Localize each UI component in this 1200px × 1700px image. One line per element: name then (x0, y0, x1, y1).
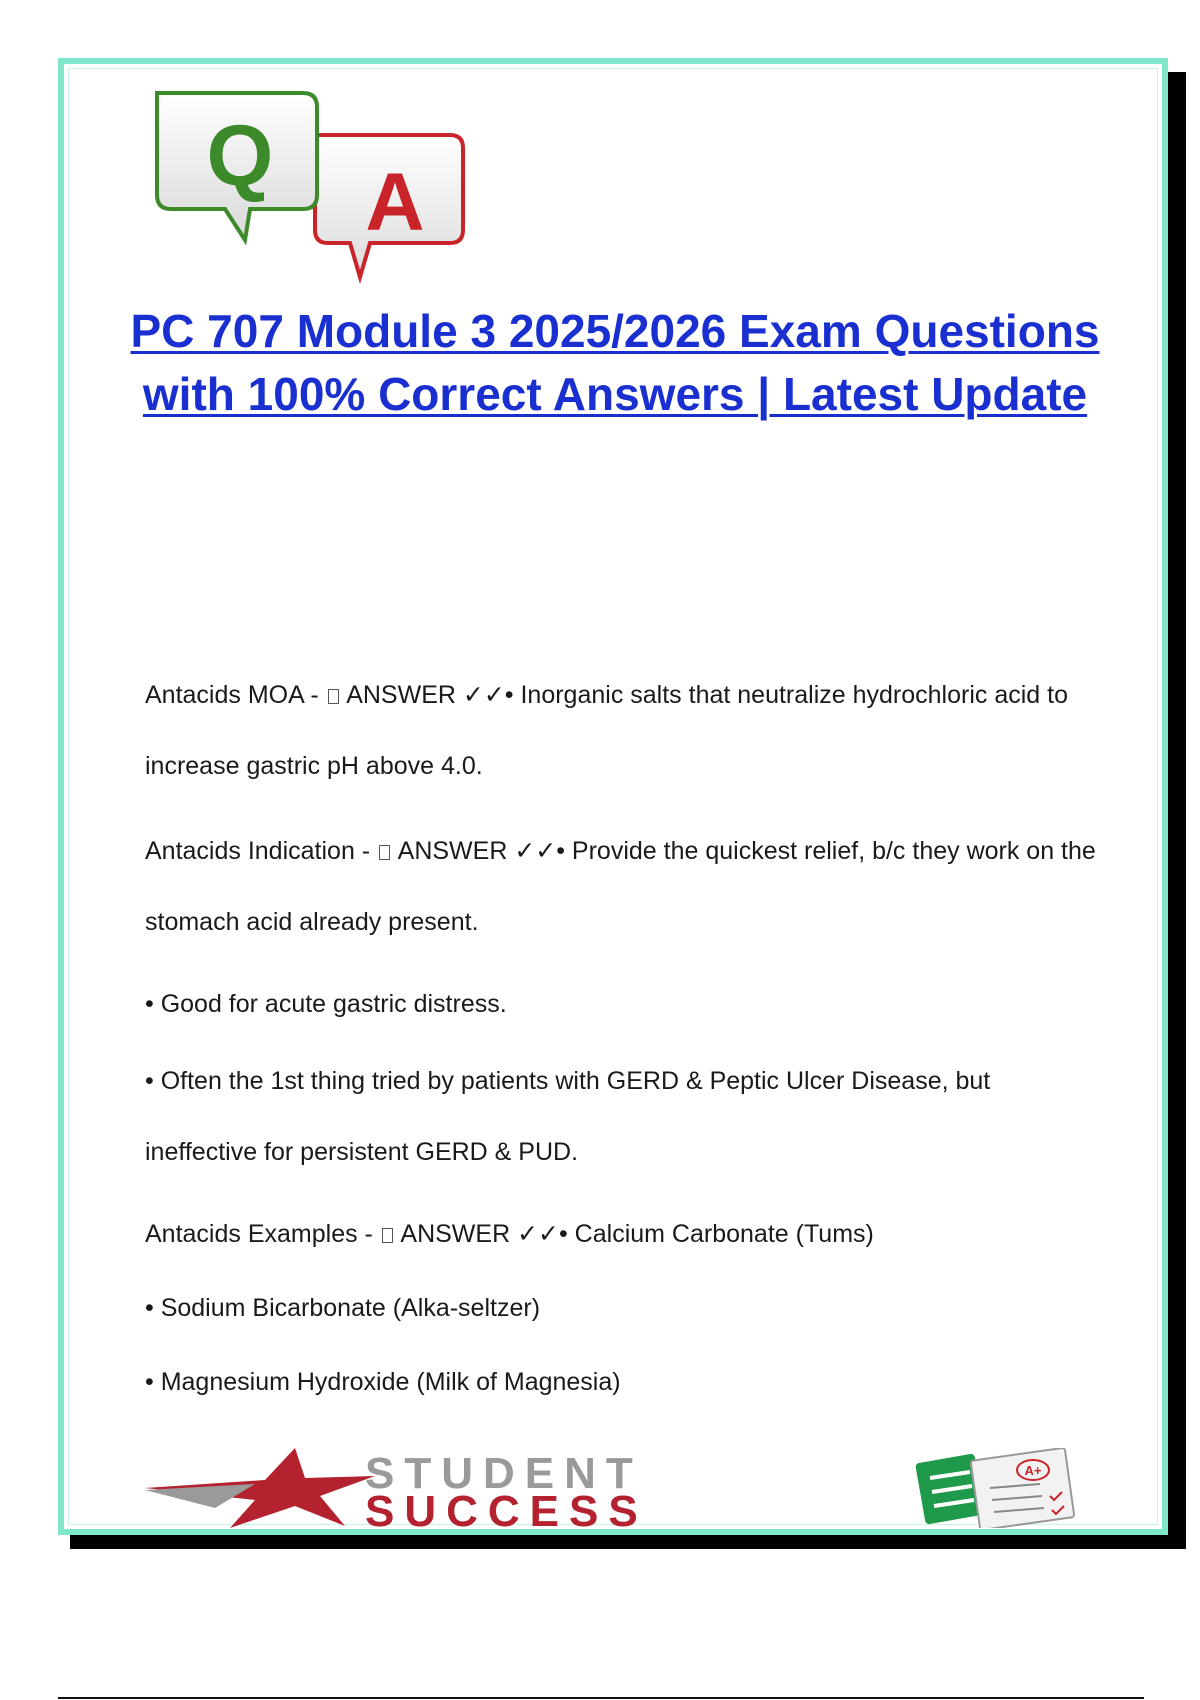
missing-glyph-icon (328, 689, 339, 704)
answer-line: • Often the 1st thing tried by patients with GERD & Peptic Ulcer Disease, but ineffective for persistent GERD & PUD. (145, 1067, 991, 1166)
answer-line: • Good for acute gastric distress. (145, 990, 507, 1018)
footer-line2: SUCCESS (365, 1487, 648, 1528)
footer-line1: STUDENT (365, 1449, 643, 1498)
entry-indication (145, 816, 1105, 958)
entry-moa (145, 660, 1105, 802)
answer-line: • Magnesium Hydroxide (Milk of Magnesia) (145, 1368, 621, 1396)
entry-examples (145, 1202, 1105, 1266)
bottom-rule (58, 1697, 1144, 1699)
answer-line: • Sodium Bicarbonate (Alka-seltzer) (145, 1294, 541, 1322)
a-letter: A (365, 157, 425, 248)
missing-glyph-icon (379, 845, 390, 860)
answer-line: • Provide the quickest relief, b/c they work on the stomach acid already present. (145, 837, 1096, 936)
star-swoosh (145, 1448, 375, 1528)
entry-term: Antacids Indication - (145, 837, 378, 865)
answer-line: • Calcium Carbonate (Tums) (558, 1220, 874, 1248)
grade-badge: A+ (1024, 1463, 1042, 1478)
answer-marker: ANSWER ✓✓ (397, 837, 557, 865)
qa-content (145, 660, 1105, 1424)
answer-line: • Inorganic salts that neutralize hydrochloric acid to increase gastric pH above 4.0. (145, 681, 1068, 780)
graded-paper-icon (971, 1448, 1075, 1528)
entry-term: Antacids Examples - (145, 1220, 380, 1248)
entry-term: Antacids MOA - (145, 681, 326, 709)
qa-logo-icon (145, 85, 505, 295)
missing-glyph-icon (382, 1228, 393, 1243)
answer-marker: ANSWER ✓✓ (400, 1220, 559, 1248)
document-title[interactable]: PC 707 Module 3 2025/2026 Exam Questions with 100% Correct Answers | Latest Update (130, 305, 1100, 420)
answer-marker: ANSWER ✓✓ (346, 681, 505, 709)
student-success-logo-icon (145, 1448, 1085, 1528)
q-letter: Q (206, 108, 274, 204)
